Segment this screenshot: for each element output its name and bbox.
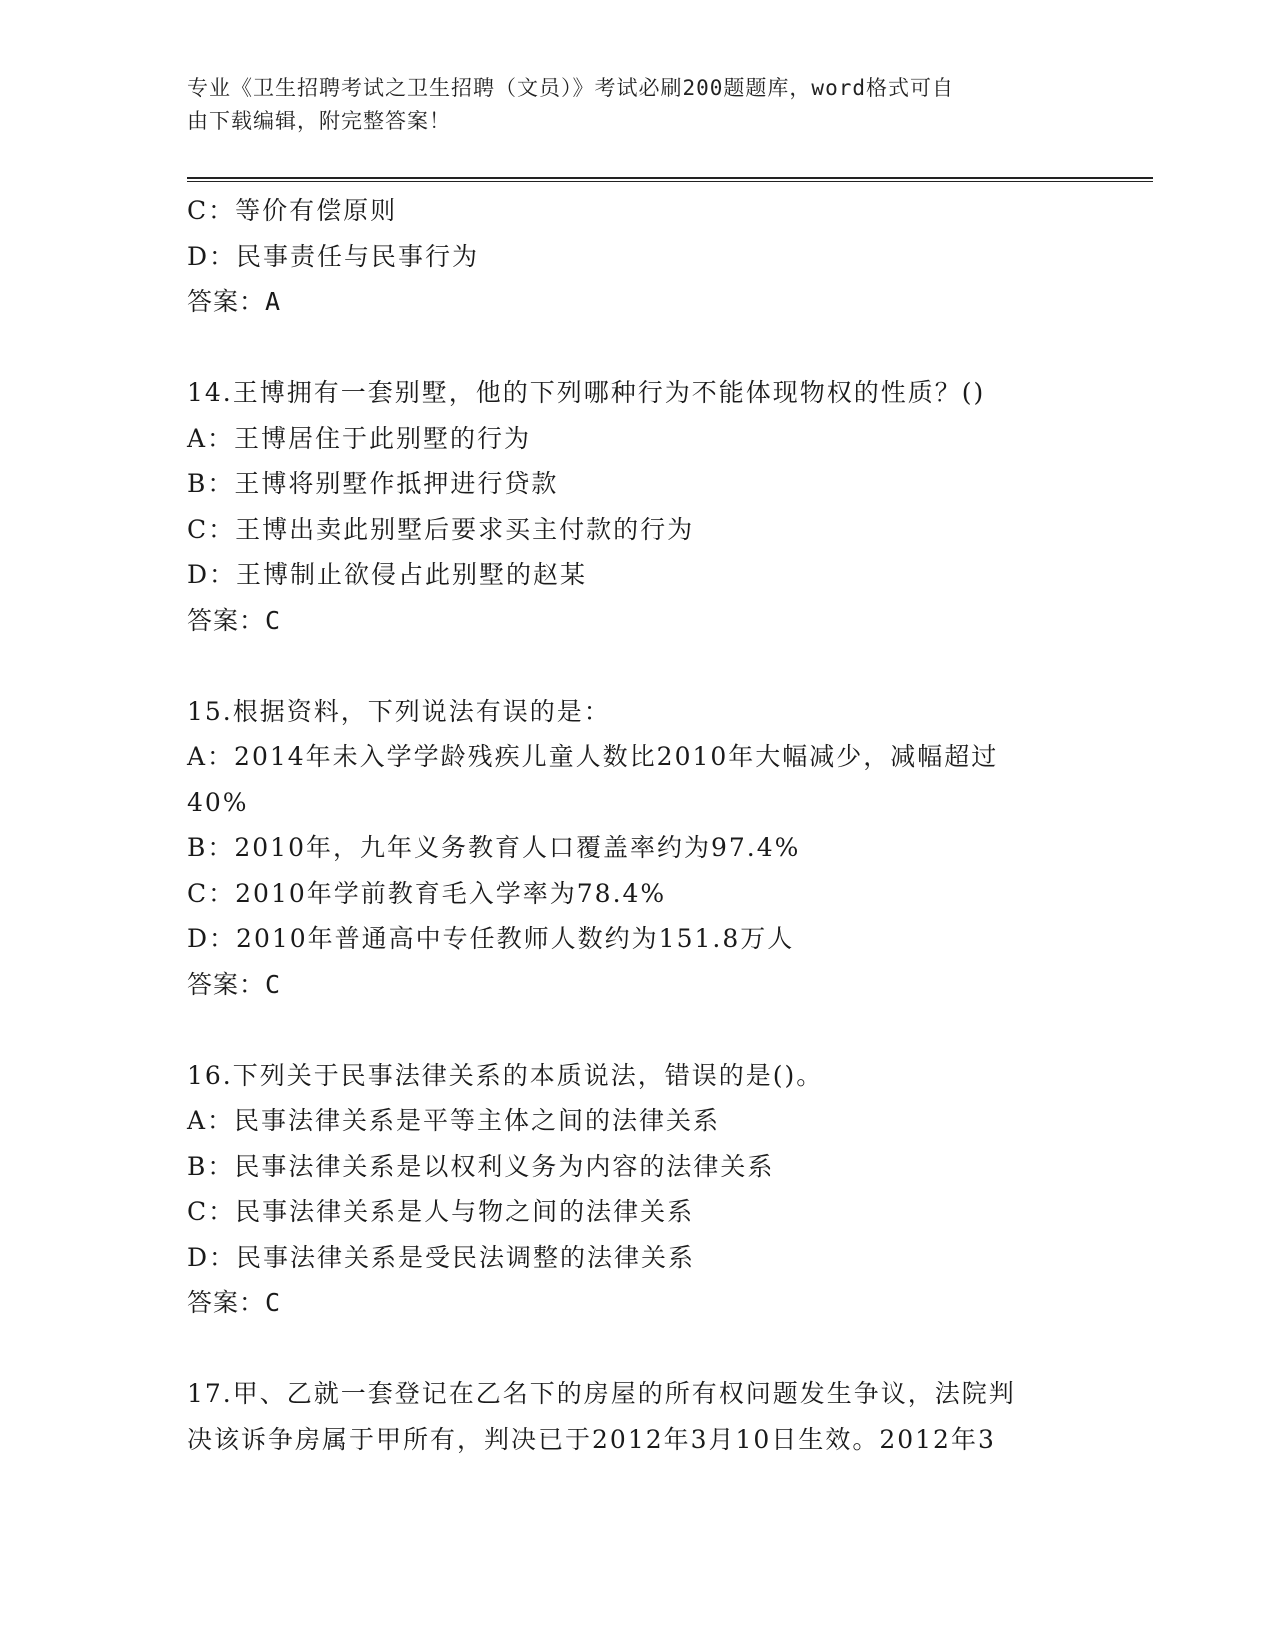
header-line: 专业《卫生招聘考试之卫生招聘（文员）》考试必刷200题题库，word格式可自	[187, 76, 954, 100]
option-a: A：2014年未入学学龄残疾儿童人数比2010年大幅减少，减幅超过	[187, 742, 999, 771]
answer-label: 答案：	[187, 605, 266, 635]
answer-line	[187, 598, 1087, 644]
answer-value: C	[265, 1288, 282, 1317]
option-a: A：民事法律关系是平等主体之间的法律关系	[187, 1106, 721, 1135]
answer-value: C	[265, 605, 282, 635]
answer-line	[187, 962, 1087, 1008]
answer-label: 答案：	[187, 287, 266, 316]
header-divider	[187, 177, 1153, 182]
question-16	[187, 1053, 1087, 1326]
spacer	[187, 643, 1087, 689]
question-15	[187, 689, 1087, 1008]
option-c: C：民事法律关系是人与物之间的法律关系	[187, 1197, 695, 1226]
option-a-continued: 40%	[187, 787, 249, 817]
answer-value: A	[265, 287, 282, 316]
question-stem-continued: 决该诉争房属于甲所有，判决已于2012年3月10日生效。2012年3	[187, 1424, 996, 1454]
option-d: D：民事责任与民事行为	[187, 241, 480, 271]
spacer	[187, 1007, 1087, 1053]
answer-label: 答案：	[187, 969, 266, 999]
header-line: 由下载编辑，附完整答案！	[187, 109, 451, 133]
option-c: C：等价有偿原则	[187, 196, 398, 225]
answer-line	[187, 279, 1087, 325]
option-d: D：民事法律关系是受民法调整的法律关系	[187, 1242, 696, 1272]
option-d: D：2010年普通高中专任教师人数约为151.8万人	[187, 924, 795, 953]
question-stem: 16.下列关于民事法律关系的本质说法，错误的是()。	[187, 1060, 824, 1090]
spacer	[187, 325, 1087, 371]
question-17	[187, 1371, 1087, 1462]
page-header	[187, 72, 1067, 138]
question-14	[187, 370, 1087, 643]
option-c: C：2010年学前教育毛入学率为78.4%	[187, 878, 667, 908]
answer-value: C	[265, 969, 282, 999]
question-stem: 17.甲、乙就一套登记在乙名下的房屋的所有权问题发生争议，法院判	[187, 1379, 1016, 1408]
option-a: A：王博居住于此别墅的行为	[187, 423, 532, 453]
option-b: B：2010年，九年义务教育人口覆盖率约为97.4%	[187, 833, 801, 862]
option-b: B：王博将别墅作抵押进行贷款	[187, 469, 559, 498]
option-b: B：民事法律关系是以权利义务为内容的法律关系	[187, 1151, 775, 1181]
answer-label: 答案：	[187, 1288, 266, 1317]
document-body	[187, 188, 1087, 1462]
spacer	[187, 1326, 1087, 1372]
answer-line	[187, 1280, 1087, 1326]
question-stem: 15.根据资料，下列说法有误的是：	[187, 696, 611, 726]
question-13-continued	[187, 188, 1087, 325]
option-d: D：王博制止欲侵占此别墅的赵某	[187, 560, 588, 589]
question-stem: 14.王博拥有一套别墅，他的下列哪种行为不能体现物权的性质？()	[187, 378, 986, 407]
option-c: C：王博出卖此别墅后要求买主付款的行为	[187, 514, 695, 544]
